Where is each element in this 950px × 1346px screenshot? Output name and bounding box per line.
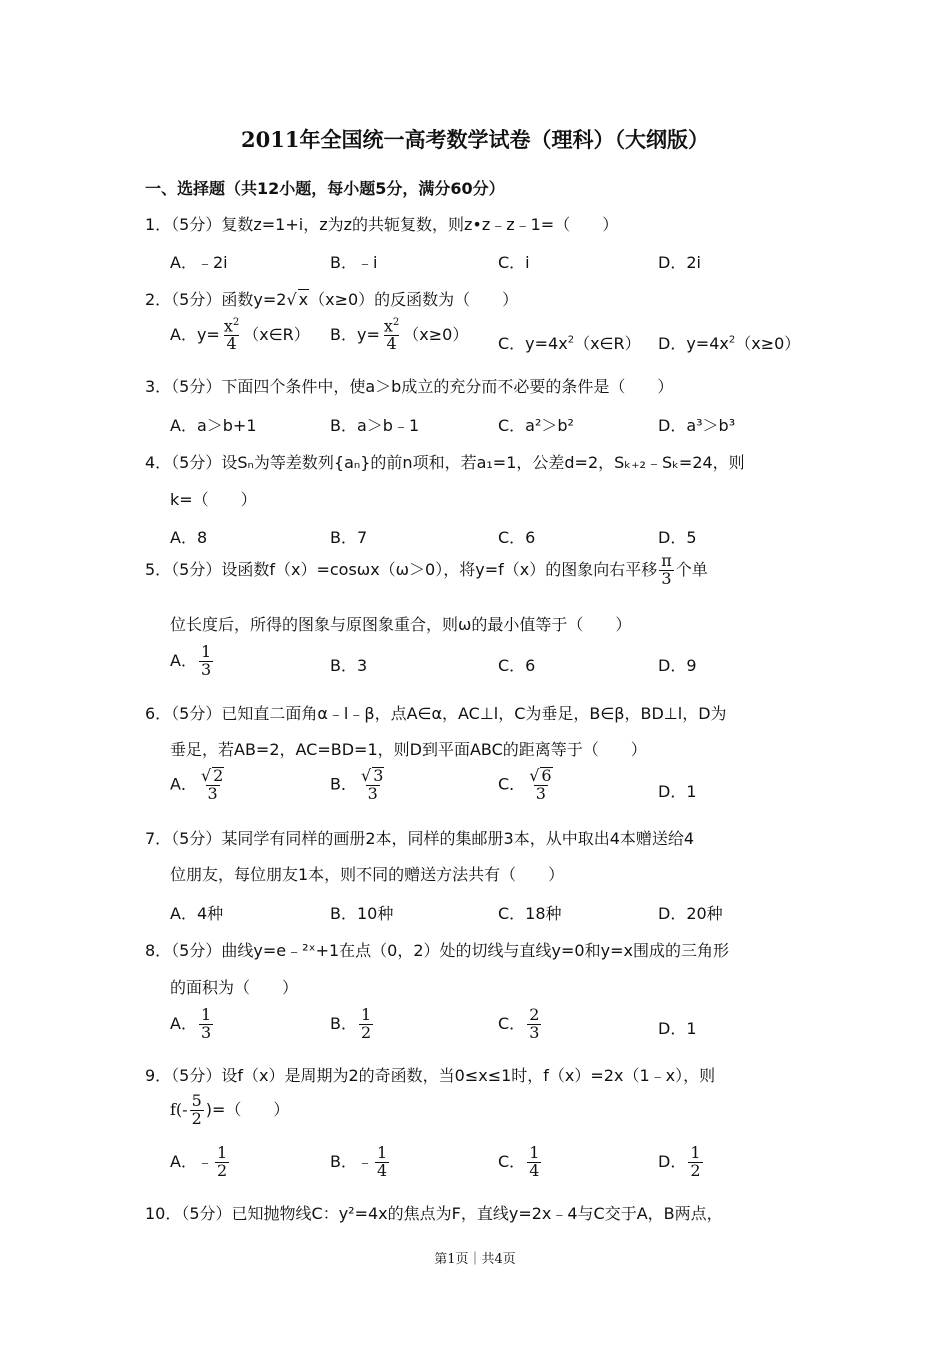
q9b-fraction [375, 1145, 389, 1180]
q5a-den: 3 [200, 659, 212, 679]
q9-option-d [658, 1145, 705, 1180]
q5-stem-post: 个单 [675, 559, 708, 579]
q8a-pre: A． [170, 1013, 197, 1033]
q9a-den: 2 [216, 1160, 228, 1180]
q2a-fraction [222, 318, 241, 353]
q7-option-c: C．18种 [498, 904, 562, 923]
q1-option-c: C．i [498, 253, 530, 272]
q9d-den: 2 [690, 1160, 701, 1180]
q8-option-d: D．1 [658, 1019, 697, 1038]
q8-option-b [330, 1007, 375, 1042]
q9b-num: 1 [376, 1143, 388, 1162]
q2c-exp: 2 [567, 334, 575, 346]
q6c-pre: C． [498, 774, 526, 794]
q2-stem-post: （x≥0）的反函数为（ ） [309, 290, 519, 309]
question-8-stem-line2: 的面积为（ ） [170, 978, 299, 997]
q5-stem-fraction [659, 553, 674, 588]
q9-stem2-post: )=（ ） [205, 1099, 290, 1119]
q6b-den: 3 [367, 783, 378, 803]
q9-option-c [498, 1145, 543, 1180]
q2d-pre: D．y=4x [658, 334, 729, 353]
q1-option-a: A．﹣2i [170, 253, 228, 272]
q8b-pre: B． [330, 1013, 357, 1033]
question-8-stem-line1: 8．（5分）曲线y=e﹣²ˣ+1在点（0，2）处的切线与直线y=0和y=x围成的三角形 [145, 941, 729, 960]
q9d-pre: D． [658, 1151, 687, 1171]
question-10-stem: 10．（5分）已知抛物线C：y²=4x的焦点为F，直线y=2x﹣4与C交于A，B两点， [145, 1204, 723, 1223]
question-6-stem-line1: 6．（5分）已知直二面角α﹣l﹣β，点A∈α，AC⊥l，C为垂足，B∈β，BD⊥l，D为 [145, 704, 727, 723]
q6a-rad: 2 [213, 766, 224, 785]
q2b-pre: B．y= [330, 324, 380, 344]
q6b-rad: 3 [373, 766, 384, 785]
q5-option-c: C．6 [498, 656, 536, 675]
q2-option-b [330, 318, 468, 353]
q7-option-b: B．10种 [330, 904, 394, 923]
q6-option-b [330, 767, 388, 803]
q2-option-a [170, 318, 310, 353]
q9-frac-num: 5 [191, 1091, 202, 1110]
q8a-den: 3 [200, 1022, 212, 1042]
q9d-num: 1 [690, 1143, 701, 1162]
q7-option-d: D．20种 [658, 904, 723, 923]
question-4-stem-line2: k=（ ） [170, 490, 257, 509]
q3-option-a: A．a＞b+1 [170, 416, 257, 435]
q2d-post: （x≥0） [735, 334, 801, 353]
q9-stem2-fraction [190, 1093, 204, 1128]
q3-option-d: D．a³＞b³ [658, 416, 736, 435]
q6a-den: 3 [207, 783, 218, 803]
q9b-pre: B．﹣ [330, 1151, 373, 1171]
q9c-num: 1 [529, 1143, 540, 1162]
section-heading: 一、选择题（共12小题，每小题5分，满分60分） [145, 179, 505, 198]
q5a-num: 1 [200, 642, 212, 661]
q6-option-c [498, 767, 557, 803]
q5-frac-num: π [661, 551, 672, 570]
q9-option-a [170, 1145, 231, 1180]
q5a-fraction [199, 644, 213, 679]
q6c-den: 3 [535, 783, 546, 803]
q7-option-a: A．4种 [170, 904, 224, 923]
q8b-num: 1 [360, 1005, 372, 1024]
q2-stem-pre: 2．（5分）函数y= [145, 290, 277, 309]
q2a-den: 4 [226, 334, 237, 354]
q9a-fraction [215, 1145, 229, 1180]
q8-option-c [498, 1007, 543, 1042]
q2-option-d [658, 331, 800, 354]
q9c-pre: C． [498, 1151, 526, 1171]
q2b-fraction [382, 318, 401, 353]
q9-frac-den: 2 [191, 1108, 202, 1128]
question-9-stem-line2 [170, 1093, 289, 1128]
q2b-post: （x≥0） [403, 324, 469, 344]
q9c-fraction [527, 1145, 541, 1180]
q8c-num: 2 [529, 1005, 540, 1024]
q4-option-c: C．6 [498, 528, 536, 547]
q2b-num: x [383, 316, 393, 336]
q4-option-d: D．5 [658, 528, 697, 547]
q8c-den: 3 [529, 1022, 540, 1042]
q4-option-a: A．8 [170, 528, 208, 547]
q5a-pre: A． [170, 650, 197, 670]
q2-option-c [498, 331, 641, 354]
q6-option-d: D．1 [658, 782, 697, 801]
q2-coef: 2 [276, 290, 287, 309]
q6a-pre: A． [170, 774, 197, 794]
q9a-num: 1 [216, 1143, 228, 1162]
q8-option-a [170, 1007, 215, 1042]
question-7-stem-line1: 7．（5分）某同学有同样的画册2本，同样的集邮册3本，从中取出4本赠送给4 [145, 829, 695, 848]
question-2-stem: 2．（5分）函数y=2√ x（x≥0）的反函数为（ ） [145, 290, 519, 309]
question-4-stem-line1: 4．（5分）设Sₙ为等差数列{aₙ}的前n项和，若a₁=1，公差d=2，Sₖ₊₂﹣Sₖ=24，则 [145, 453, 745, 472]
q6c-rad: 6 [541, 766, 552, 785]
q2d-exp: 2 [728, 334, 736, 346]
q6c-fraction: $\frac{√ 6}{3}$ [529, 766, 552, 803]
q5-frac-den: 3 [661, 568, 672, 588]
q3-option-c: C．a²＞b² [498, 416, 574, 435]
q9c-den: 4 [529, 1160, 540, 1180]
q8c-fraction [527, 1007, 541, 1042]
q5-option-a [170, 644, 215, 679]
q2-radicand: x [298, 290, 309, 309]
q2a-exp: 2 [232, 317, 240, 328]
q2a-post: （x∈R） [243, 324, 310, 344]
question-7-stem-line2: 位朋友，每位朋友1本，则不同的赠送方法共有（ ） [170, 865, 565, 884]
q8a-fraction [199, 1007, 213, 1042]
q1-option-b: B．﹣i [330, 253, 378, 272]
q6b-pre: B． [330, 774, 357, 794]
q2c-post: （x∈R） [574, 334, 641, 353]
q6a-fraction: $\frac{√ 2}{3}$ [200, 766, 224, 803]
q3-option-b: B．a＞b﹣1 [330, 416, 420, 435]
question-5-stem-line1 [145, 553, 708, 588]
q9a-pre: A．﹣ [170, 1151, 213, 1171]
q4-option-b: B．7 [330, 528, 368, 547]
q2a-pre: A．y= [170, 324, 220, 344]
question-5-stem-line2: 位长度后，所得的图象与原图象重合，则ω的最小值等于（ ） [170, 615, 632, 634]
question-1-stem: 1．（5分）复数z=1+i，z为z的共轭复数，则z•z﹣z﹣1=（ ） [145, 215, 619, 234]
q6b-fraction: $\frac{√ 3}{3}$ [360, 766, 384, 803]
page-title: 2011年全国统一高考数学试卷（理科）（大纲版） [241, 127, 709, 152]
q6-option-a [170, 767, 228, 803]
q1-option-d: D．2i [658, 253, 701, 272]
q8a-num: 1 [200, 1005, 212, 1024]
q2c-pre: C．y=4x [498, 334, 568, 353]
q9-option-b [330, 1145, 391, 1180]
q5-stem-pre: 5．（5分）设函数f（x）=cosωx（ω＞0），将y=f（x）的图象向右平移 [145, 559, 658, 579]
q8b-den: 2 [360, 1022, 372, 1042]
q5-option-d: D．9 [658, 656, 697, 675]
q2a-num: x [223, 316, 233, 336]
q9d-fraction [688, 1145, 702, 1180]
q8b-fraction [359, 1007, 373, 1042]
q2b-exp: 2 [392, 317, 400, 328]
question-6-stem-line2: 垂足，若AB=2，AC=BD=1，则D到平面ABC的距离等于（ ） [170, 740, 647, 759]
q2b-den: 4 [386, 334, 397, 354]
question-3-stem: 3．（5分）下面四个条件中，使a＞b成立的充分而不必要的条件是（ ） [145, 377, 674, 396]
q5-option-b: B．3 [330, 656, 368, 675]
page-footer: 第1页｜共4页 [434, 1252, 516, 1267]
question-9-stem-line1: 9．（5分）设f（x）是周期为2的奇函数，当0≤x≤1时，f（x）=2x（1﹣x），则 [145, 1066, 716, 1085]
q9b-den: 4 [376, 1160, 388, 1180]
q8c-pre: C． [498, 1013, 526, 1033]
q9-stem2-pre: f(- [170, 1099, 188, 1119]
